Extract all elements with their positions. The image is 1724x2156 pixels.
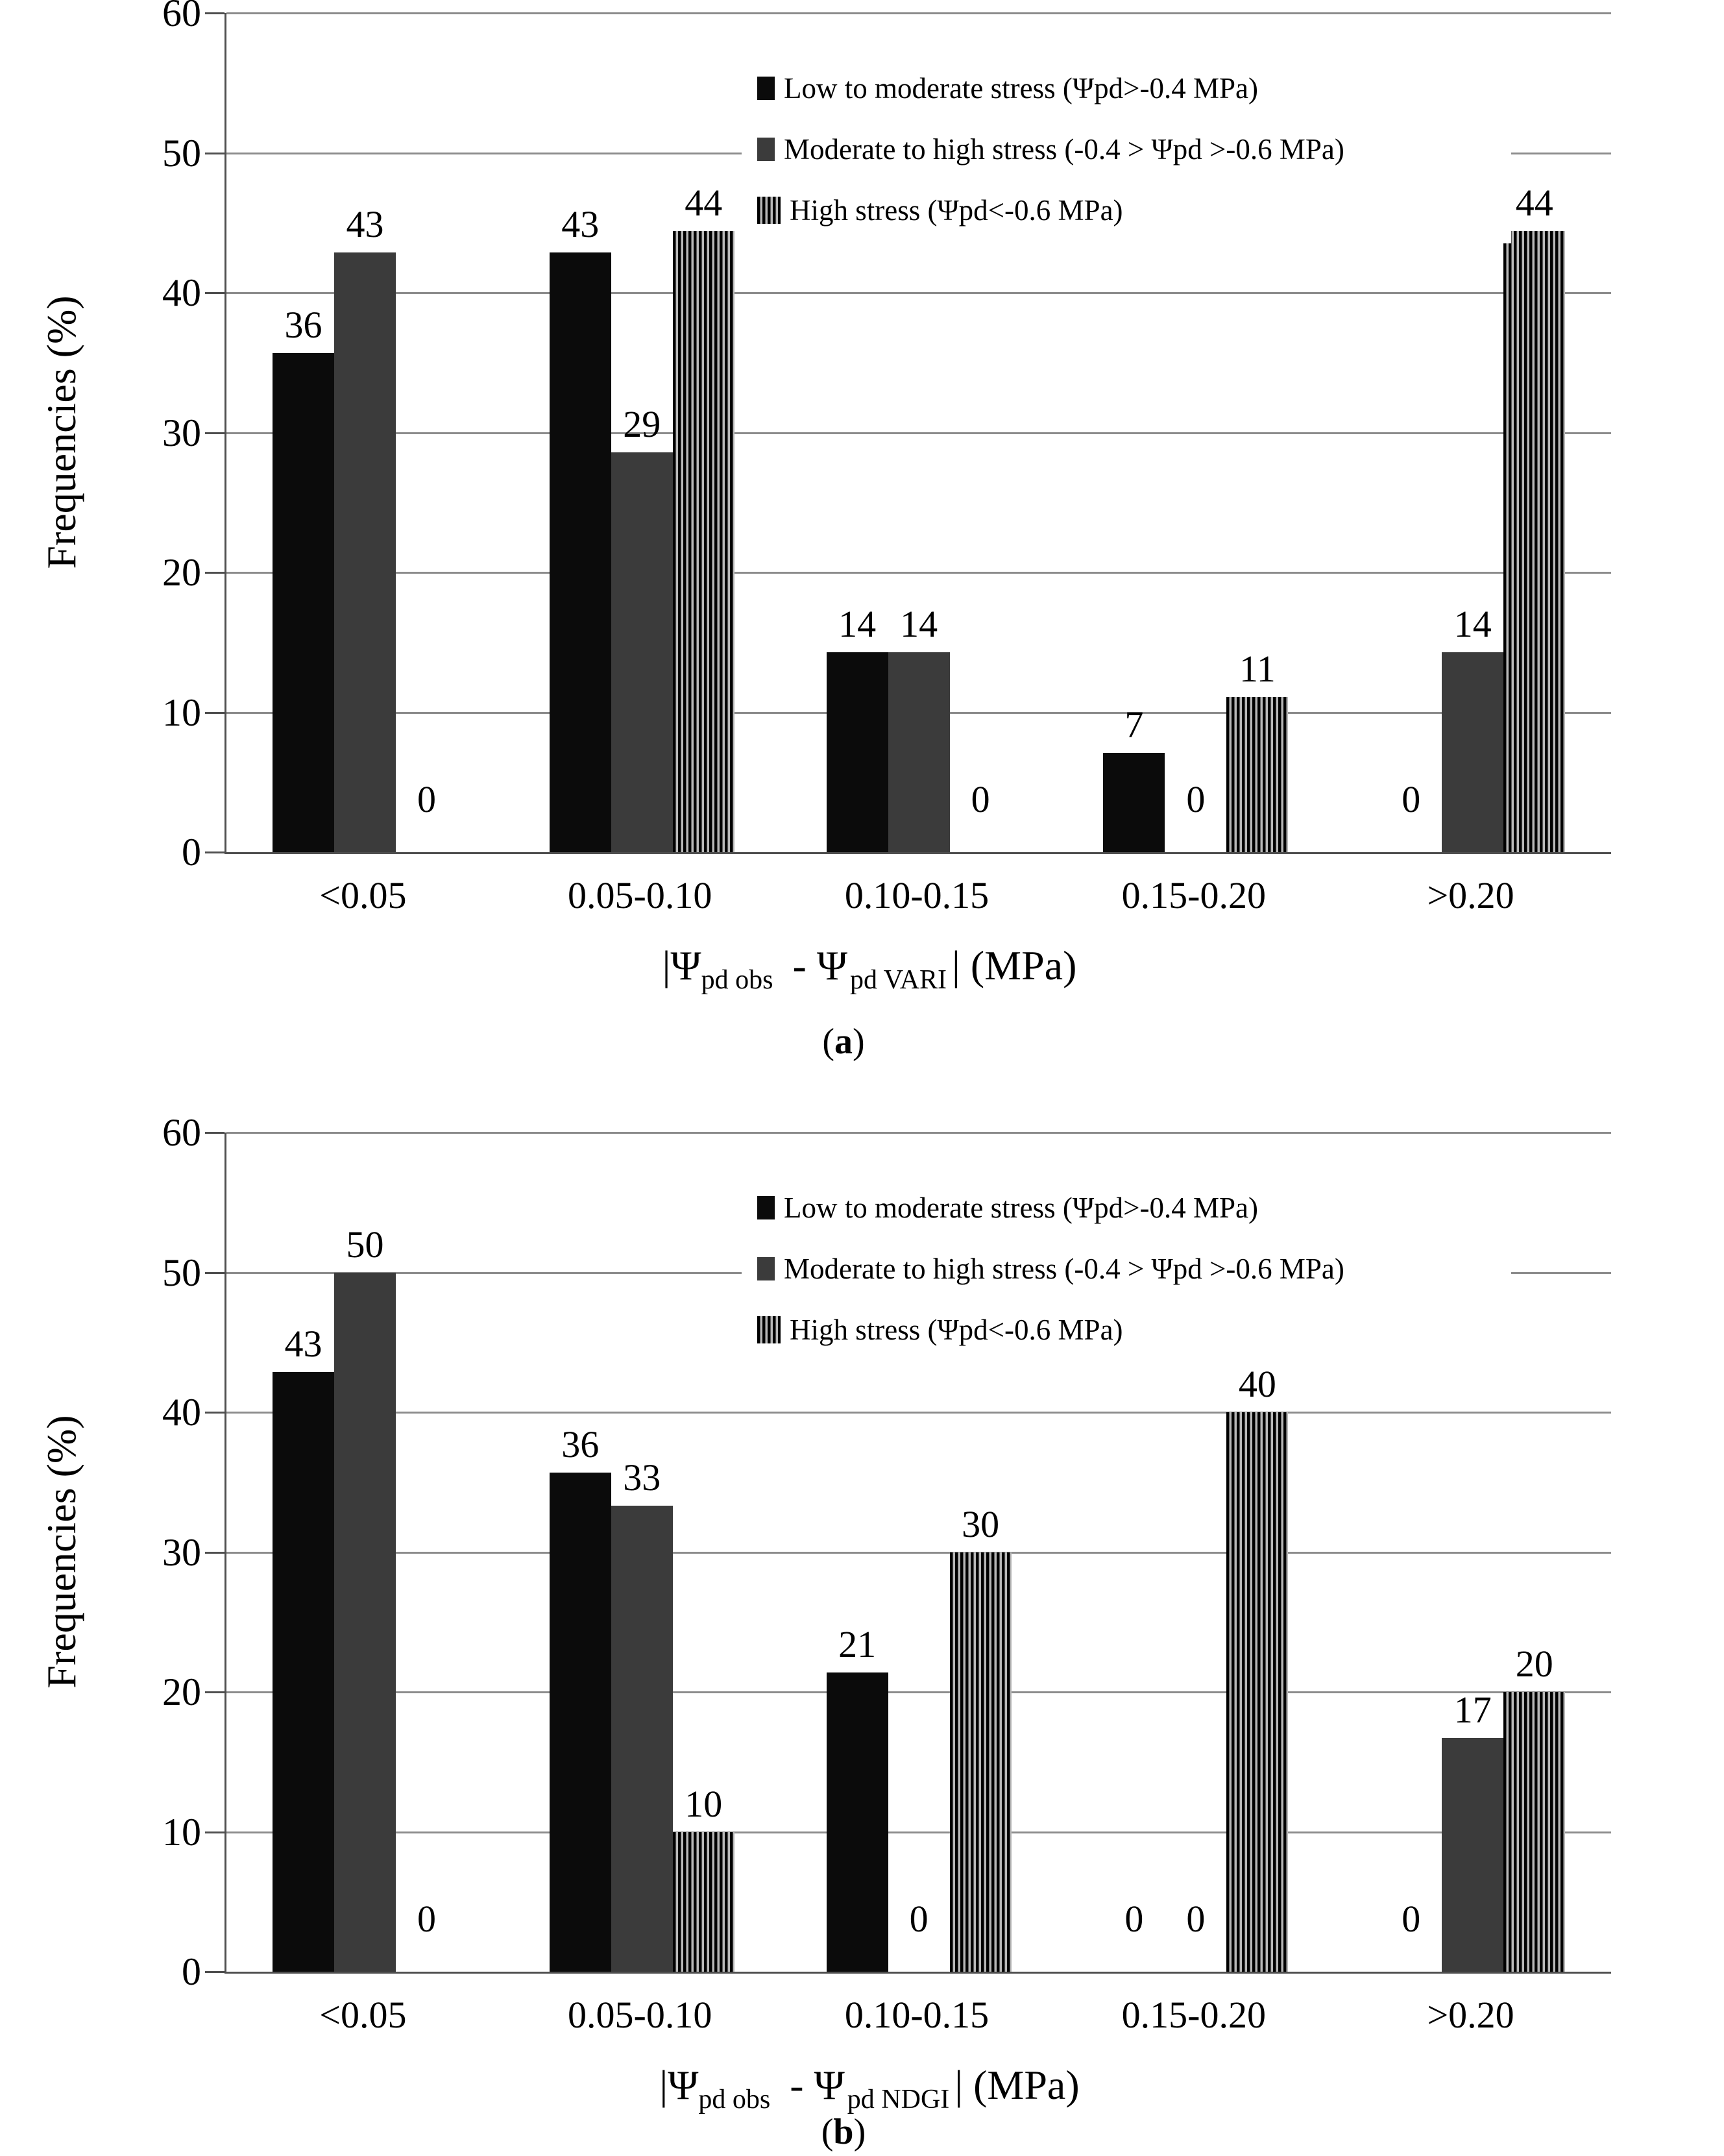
gridline <box>226 1552 1611 1554</box>
y-tick-mark <box>205 1691 225 1693</box>
y-tick-label: 0 <box>182 1950 201 1993</box>
bar-vertical-stripes <box>673 1832 735 1972</box>
y-tick-mark <box>205 712 225 714</box>
bar-solid-black <box>550 1473 611 1972</box>
y-axis-label: Frequencies (%) <box>38 295 84 569</box>
bar-value-label: 43 <box>346 202 384 245</box>
bar-value-label: 29 <box>623 402 661 445</box>
legend-label: High stress (Ψpd<-0.6 MPa) <box>790 194 1123 227</box>
y-tick-mark <box>205 1272 225 1274</box>
legend-item <box>757 1189 1492 1227</box>
legend-item <box>757 1311 1492 1349</box>
bar-value-label: 0 <box>1186 1898 1206 1940</box>
x-tick-label: 0.15-0.20 <box>1121 874 1266 916</box>
y-axis-label: Frequencies (%) <box>38 1415 84 1689</box>
x-axis-label-post: | (MPa) <box>954 2062 1080 2108</box>
y-tick-label: 10 <box>162 1810 201 1854</box>
y-tick-label: 30 <box>162 411 201 454</box>
y-tick-label: 50 <box>162 1251 201 1294</box>
x-axis-label <box>415 940 1324 995</box>
x-axis-label-pre: |Ψ <box>659 2062 699 2108</box>
x-tick-label: 0.10-0.15 <box>844 874 989 916</box>
gridline <box>226 1831 1611 1833</box>
panel-caption <box>681 2113 1006 2151</box>
x-axis-label-sub2: pd VARI <box>850 964 947 995</box>
stripes-swatch-icon <box>757 197 781 224</box>
panel-caption <box>681 1022 1006 1061</box>
bar-value-label: 0 <box>1124 1898 1144 1940</box>
bar-value-label: 43 <box>561 202 600 245</box>
bar-value-label: 40 <box>1238 1363 1276 1405</box>
bar-value-label: 33 <box>623 1456 661 1499</box>
bar-value-label: 44 <box>685 182 723 225</box>
x-tick-label: <0.05 <box>319 874 407 916</box>
bar-vertical-stripes <box>1226 697 1288 852</box>
y-tick-mark <box>205 292 225 294</box>
bar-vertical-stripes <box>673 231 735 852</box>
bar-value-label: 10 <box>685 1782 723 1825</box>
legend <box>742 55 1511 243</box>
bar-value-label: 20 <box>1515 1643 1553 1685</box>
y-tick-label: 60 <box>162 0 201 34</box>
bar-value-label: 0 <box>971 778 990 820</box>
bar-value-label: 50 <box>346 1223 384 1266</box>
bar-value-label: 21 <box>838 1623 877 1665</box>
x-tick-label: 0.05-0.10 <box>568 1994 712 2036</box>
bar-vertical-stripes <box>1503 1692 1565 1972</box>
x-axis-label-sub1: pd obs <box>698 2084 771 2114</box>
stripes-swatch-icon <box>757 1316 781 1343</box>
legend <box>742 1175 1511 1363</box>
y-tick-mark <box>205 432 225 434</box>
y-tick-mark <box>205 1831 225 1833</box>
y-tick-label: 10 <box>162 691 201 734</box>
legend-label: Low to moderate stress (Ψpd>-0.4 MPa) <box>784 72 1258 104</box>
x-axis-label <box>415 2059 1324 2114</box>
caption-close: ) <box>853 1022 865 1062</box>
gridline <box>226 432 1611 434</box>
bar-value-label: 14 <box>838 602 877 645</box>
bar-value-label: 17 <box>1453 1689 1492 1732</box>
legend-label: Moderate to high stress (-0.4 > Ψpd >-0.6 MPa) <box>784 133 1344 165</box>
bar-solid-darkgray <box>611 452 673 852</box>
plot-area <box>225 13 1611 854</box>
caption-open: ( <box>821 2112 834 2152</box>
bar-solid-darkgray <box>334 1273 396 1972</box>
bar-solid-black <box>273 1372 334 1972</box>
caption-close: ) <box>853 2112 866 2152</box>
bar-value-label: 30 <box>962 1502 1000 1545</box>
legend-item <box>757 191 1492 229</box>
gridline <box>226 1691 1611 1693</box>
bar-value-label: 0 <box>909 1898 929 1940</box>
y-tick-mark <box>205 153 225 154</box>
gridline <box>226 292 1611 294</box>
y-tick-mark <box>205 1412 225 1414</box>
x-tick-label: <0.05 <box>319 1994 407 2036</box>
bar-value-label: 0 <box>417 778 436 820</box>
bar-value-label: 0 <box>1186 778 1206 820</box>
legend-label: High stress (Ψpd<-0.6 MPa) <box>790 1314 1123 1346</box>
x-axis-label-sub2: pd NDGI <box>847 2084 950 2114</box>
x-axis-label-mid: - Ψ <box>792 942 848 988</box>
y-tick-mark <box>205 1552 225 1554</box>
bar-value-label: 44 <box>1515 182 1553 225</box>
y-tick-label: 40 <box>162 271 201 314</box>
legend-item <box>757 130 1492 168</box>
black-square-icon <box>757 1196 775 1219</box>
y-tick-label: 30 <box>162 1530 201 1574</box>
gridline <box>226 12 1611 14</box>
bar-value-label: 36 <box>284 303 322 346</box>
x-tick-label: 0.10-0.15 <box>844 1994 989 2036</box>
y-tick-mark <box>205 12 225 14</box>
bar-vertical-stripes <box>1226 1412 1288 1972</box>
bar-solid-black <box>827 652 888 852</box>
gridline <box>226 1132 1611 1134</box>
x-axis-label-mid: - Ψ <box>790 2062 845 2108</box>
bar-value-label: 7 <box>1124 704 1144 746</box>
bar-value-label: 14 <box>900 602 938 645</box>
caption-open: ( <box>822 1022 834 1062</box>
y-tick-label: 0 <box>182 831 201 874</box>
x-tick-label: 0.15-0.20 <box>1121 1994 1266 2036</box>
panel-b <box>0 1111 1724 2156</box>
y-tick-mark <box>205 1132 225 1134</box>
y-tick-mark <box>205 572 225 574</box>
x-axis-label-post: | (MPa) <box>952 942 1077 988</box>
black-square-icon <box>757 77 775 100</box>
bar-value-label: 0 <box>417 1898 436 1940</box>
bar-solid-black <box>550 252 611 852</box>
plot-area <box>225 1133 1611 1974</box>
bar-value-label: 36 <box>561 1423 600 1465</box>
bar-value-label: 0 <box>1402 1898 1421 1940</box>
legend-item <box>757 1250 1492 1288</box>
bar-value-label: 43 <box>284 1322 322 1365</box>
legend-item <box>757 69 1492 107</box>
bar-value-label: 14 <box>1453 602 1492 645</box>
gray-square-icon <box>757 138 775 161</box>
y-tick-mark <box>205 851 225 853</box>
legend-label: Moderate to high stress (-0.4 > Ψpd >-0.6 MPa) <box>784 1253 1344 1285</box>
bar-solid-darkgray <box>888 652 950 852</box>
y-tick-label: 20 <box>162 551 201 594</box>
gray-square-icon <box>757 1257 775 1280</box>
y-tick-mark <box>205 1971 225 1973</box>
bar-solid-darkgray <box>611 1506 673 1972</box>
y-tick-label: 20 <box>162 1671 201 1713</box>
x-tick-label: 0.05-0.10 <box>568 874 712 916</box>
y-tick-label: 60 <box>162 1111 201 1154</box>
x-axis-label-pre: |Ψ <box>662 942 701 988</box>
gridline <box>226 572 1611 574</box>
x-tick-label: >0.20 <box>1427 1994 1514 2036</box>
bar-value-label: 11 <box>1239 647 1276 690</box>
gridline <box>226 1412 1611 1414</box>
x-axis-label-sub1: pd obs <box>701 964 773 995</box>
y-tick-label: 50 <box>162 131 201 175</box>
bar-vertical-stripes <box>1503 231 1565 852</box>
legend-label: Low to moderate stress (Ψpd>-0.4 MPa) <box>784 1192 1258 1224</box>
x-tick-label: >0.20 <box>1427 874 1514 916</box>
bar-solid-darkgray <box>1442 652 1503 852</box>
caption-letter: b <box>833 2112 854 2152</box>
y-tick-label: 40 <box>162 1391 201 1434</box>
bar-solid-black <box>273 353 334 852</box>
bar-value-label: 0 <box>1402 778 1421 820</box>
caption-letter: a <box>834 1022 853 1062</box>
